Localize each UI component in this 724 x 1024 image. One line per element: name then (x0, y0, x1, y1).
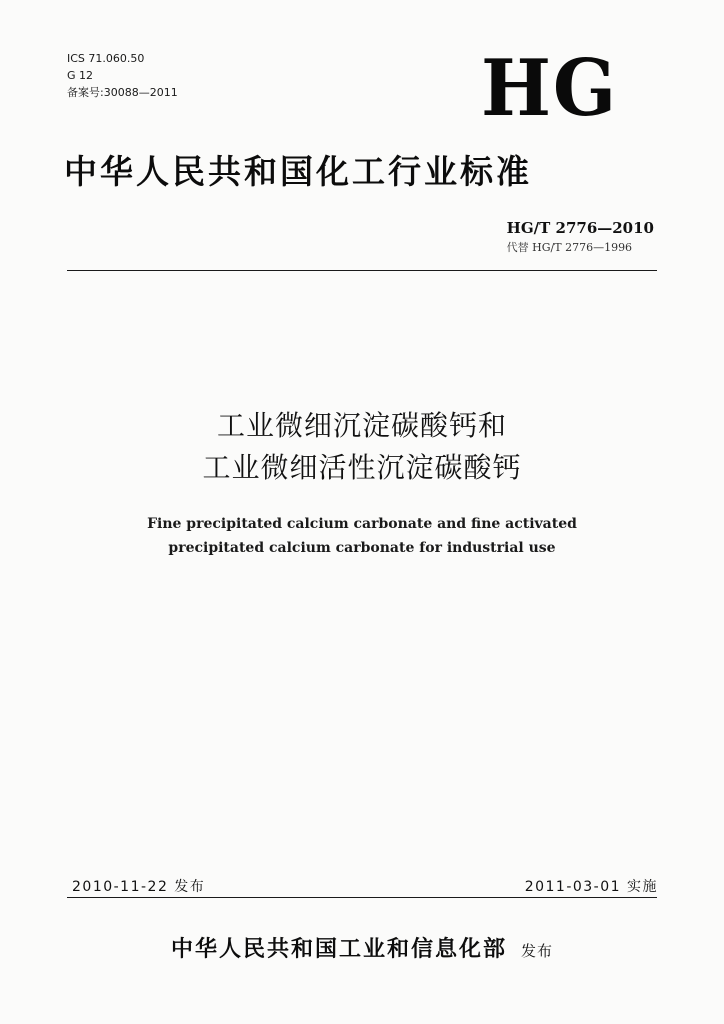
document-title-en (0, 512, 724, 560)
title-cn-line-1: 工业微细沉淀碳酸钙和 (216, 409, 507, 442)
title-en-line-2: precipitated calcium carbonate for industrial use (168, 540, 556, 556)
document-title-cn (0, 405, 724, 489)
standard-category: 中华人民共和国化工行业标准 (64, 152, 532, 191)
publisher-name: 中华人民共和国工业和信息化部 (170, 937, 507, 962)
hg-logo: HG (481, 43, 619, 134)
ics-code: ICS 71.060.50 (67, 52, 145, 65)
replaces-standard: 代替 HG/T 2776—1996 (506, 241, 633, 254)
filing-number: 备案号:30088—2011 (67, 86, 178, 99)
publisher (0, 932, 724, 963)
standard-code-block (507, 218, 654, 258)
implementation-date: 2011-03-01 实施 (524, 879, 658, 895)
header-divider (67, 270, 657, 271)
ccs-code: G 12 (67, 69, 94, 82)
standard-number: HG/T 2776—2010 (506, 219, 654, 237)
title-en-line-1: Fine precipitated calcium carbonate and fine activated (147, 516, 577, 532)
issue-date: 2010-11-22 发布 (72, 879, 206, 895)
publisher-suffix: 发布 (521, 942, 554, 960)
classification-block (67, 50, 178, 101)
title-cn-line-2: 工业微细活性沉淀碳酸钙 (202, 451, 522, 484)
footer-divider (67, 897, 657, 898)
